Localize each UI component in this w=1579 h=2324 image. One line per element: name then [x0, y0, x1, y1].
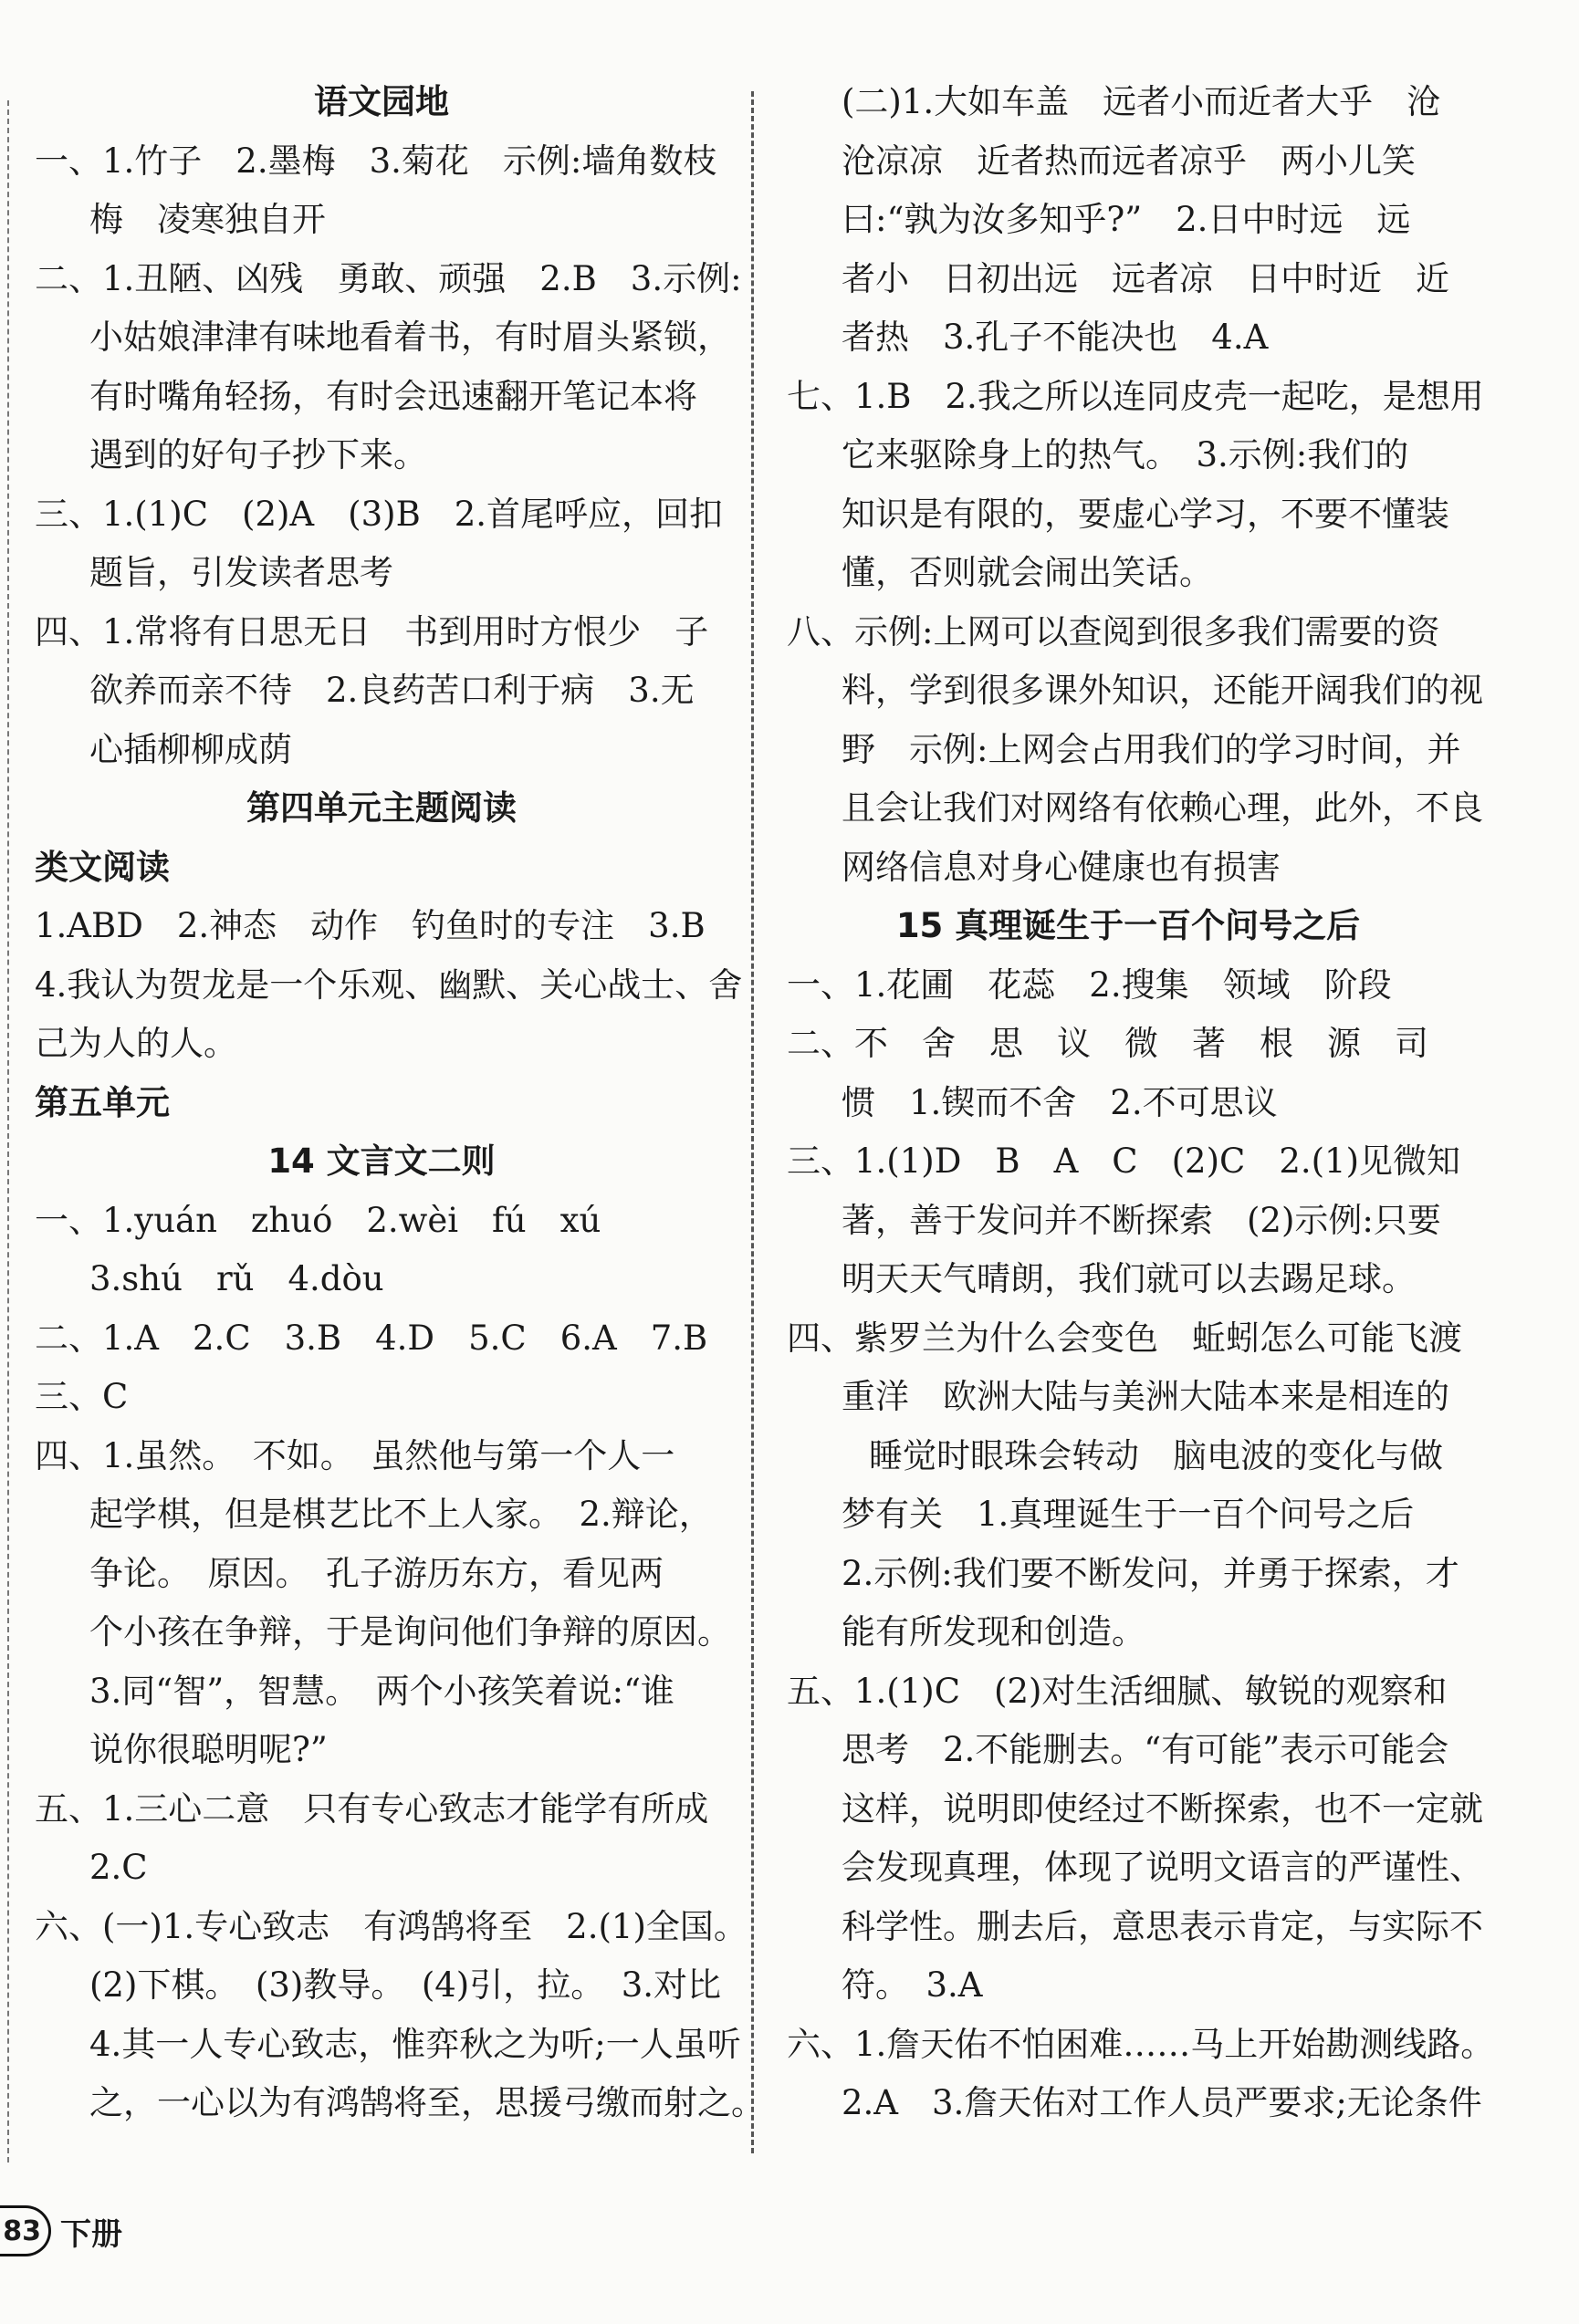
answer-line: 它来驱除身上的热气。 3.示例:我们的: [842, 435, 1409, 474]
answer-line: 沧凉凉 近者热而远者凉乎 两小儿笑: [842, 141, 1416, 181]
answer-line: 科学性。删去后，意思表示肯定，与实际不: [842, 1906, 1483, 1946]
left-column: [35, 73, 765, 2133]
answer-line: 2.C: [89, 1848, 148, 1887]
answer-line: 曰:“孰为汝多知乎?” 2.日中时远 远: [842, 200, 1411, 239]
answer-line: 料，学到很多课外知识，还能开阔我们的视: [842, 671, 1483, 710]
answer-line: 己为人的人。: [35, 1024, 237, 1063]
answer-line: 说你很聪明呢?”: [89, 1730, 328, 1769]
section-heading: 14 文言文二则: [267, 1141, 496, 1181]
section-heading: 15 真理诞生于一百个问号之后: [895, 906, 1361, 945]
section-heading: 语文园地: [314, 82, 449, 121]
answer-line: 欲养而亲不待 2.良药苦口利于病 3.无: [89, 671, 695, 710]
answer-line: 起学棋，但是棋艺比不上人家。 2.辩论，: [89, 1495, 713, 1534]
volume-label: 下册: [60, 2215, 122, 2253]
section-heading: 第四单元主题阅读: [246, 788, 517, 828]
answer-line: 3.shú rǔ 4.dòu: [89, 1259, 384, 1298]
subsection-label: 类文阅读: [35, 847, 170, 887]
answer-line: 二、1.A 2.C 3.B 4.D 5.C 6.A 7.B: [35, 1318, 708, 1358]
answer-line: 四、1.虽然。 不如。 虽然他与第一个人一: [35, 1435, 675, 1475]
answer-line: 三、1.(1)D B A C (2)C 2.(1)见微知: [787, 1141, 1461, 1181]
answer-line: (2)下棋。 (3)教导。 (4)引，拉。 3.对比: [89, 1965, 722, 2005]
margin-dash: [7, 100, 9, 2162]
answer-line: 梅 凌寒独自开: [89, 200, 326, 239]
answer-line: 五、1.三心二意 只有专心致志才能学有所成: [35, 1788, 709, 1829]
answer-line: 八、示例:上网可以查阅到很多我们需要的资: [787, 611, 1440, 651]
answer-line: 者小 日初出远 远者凉 日中时近 近: [842, 258, 1449, 298]
answer-line: 网络信息对身心健康也有损害: [842, 847, 1281, 887]
right-column: [787, 73, 1495, 2133]
answer-line: 七、1.B 2.我之所以连同皮壳一起吃，是想用: [787, 376, 1484, 416]
answer-line: 一、1.yuán zhuó 2.wèi fú xú: [35, 1200, 601, 1240]
answer-line: 三、1.(1)C (2)A (3)B 2.首尾呼应，回扣: [35, 494, 724, 534]
answer-line: 争论。 原因。 孔子游历东方，看见两: [89, 1553, 664, 1593]
answer-line: 四、1.常将有日思无日 书到用时方恨少 子: [35, 611, 709, 651]
answer-line: 能有所发现和创造。: [842, 1612, 1145, 1652]
answer-line: 之，一心以为有鸿鹄将至，思援弓缴而射之。: [89, 2083, 765, 2122]
answer-line: 思考 2.不能删去。“有可能”表示可能会: [842, 1730, 1449, 1769]
answer-line: 梦有关 1.真理诞生于一百个问号之后: [842, 1495, 1415, 1534]
answer-line: 重洋 欧洲大陆与美洲大陆本来是相连的: [842, 1377, 1449, 1416]
answer-line: 有时嘴角轻扬，有时会迅速翻开笔记本将: [89, 376, 697, 416]
answer-line: 四、紫罗兰为什么会变色 蚯蚓怎么可能飞渡: [787, 1318, 1462, 1358]
answer-line: 一、1.竹子 2.墨梅 3.菊花 示例:墙角数枝: [35, 141, 717, 181]
answer-line: 六、(一)1.专心致志 有鸿鹄将至 2.(1)全国。: [35, 1906, 748, 1946]
answer-line: 五、1.(1)C (2)对生活细腻、敏锐的观察和: [787, 1671, 1448, 1711]
answer-line: 二、1.丑陋、凶残 勇敢、顽强 2.B 3.示例:: [35, 258, 742, 298]
answer-line: 1.ABD 2.神态 动作 钓鱼时的专注 3.B: [35, 906, 706, 945]
column-divider: [751, 91, 754, 2153]
answer-line: 遇到的好句子抄下来。: [89, 435, 427, 474]
answer-line: 心插柳柳成荫: [89, 729, 292, 769]
answer-line: 且会让我们对网络有依赖心理，此外，不良: [842, 788, 1483, 828]
answer-line: 符。 3.A: [842, 1965, 983, 2005]
answer-line: 2.示例:我们要不断发问，并勇于探索，才: [842, 1553, 1459, 1593]
answer-line: 4.我认为贺龙是一个乐观、幽默、关心战士、舍: [35, 964, 743, 1005]
answer-line: 小姑娘津津有味地看着书，有时眉头紧锁，: [89, 318, 731, 357]
answer-line: (二)1.大如车盖 远者小而近者大乎 沧: [842, 82, 1441, 121]
answer-line: 题旨，引发读者思考: [89, 553, 393, 592]
answer-line: 2.A 3.詹天佑对工作人员严要求;无论条件: [842, 2083, 1482, 2122]
subsection-label: 第五单元: [35, 1082, 170, 1122]
answer-line: 会发现真理，体现了说明文语言的严谨性、: [842, 1848, 1483, 1887]
answer-line: 惯 1.锲而不舍 2.不可思议: [842, 1082, 1278, 1122]
answer-line: 睡觉时眼珠会转动 脑电波的变化与做: [869, 1435, 1443, 1475]
answer-line: 明天天气晴朗，我们就可以去踢足球。: [842, 1259, 1416, 1298]
answer-line: 一、1.花圃 花蕊 2.搜集 领域 阶段: [787, 964, 1392, 1005]
answer-line: 知识是有限的，要虚心学习，不要不懂装: [842, 494, 1449, 534]
answer-line: 这样，说明即使经过不断探索，也不一定就: [842, 1788, 1483, 1829]
answer-line: 野 示例:上网会占用我们的学习时间，并: [842, 729, 1461, 769]
answer-line: 者热 3.孔子不能决也 4.A: [842, 318, 1269, 357]
answer-line: 4.其一人专心致志，惟弈秋之为听;一人虽听: [89, 2024, 741, 2064]
answer-line: 三、C: [35, 1377, 129, 1416]
answer-line: 懂，否则就会闹出笑话。: [842, 553, 1213, 592]
answer-line: 六、1.詹天佑不怕困难……马上开始勘测线路。: [787, 2024, 1495, 2064]
answer-line: 3.同“智”，智慧。 两个小孩笑着说:“谁: [89, 1671, 675, 1711]
answer-line: 二、不 舍 思 议 微 著 根 源 司: [787, 1024, 1428, 1063]
answer-line: 个小孩在争辩，于是询问他们争辩的原因。: [89, 1612, 731, 1652]
answer-line: 著，善于发问并不断探索 (2)示例:只要: [842, 1200, 1441, 1240]
page-number: 83: [0, 2205, 51, 2256]
page-footer: [0, 2199, 122, 2263]
